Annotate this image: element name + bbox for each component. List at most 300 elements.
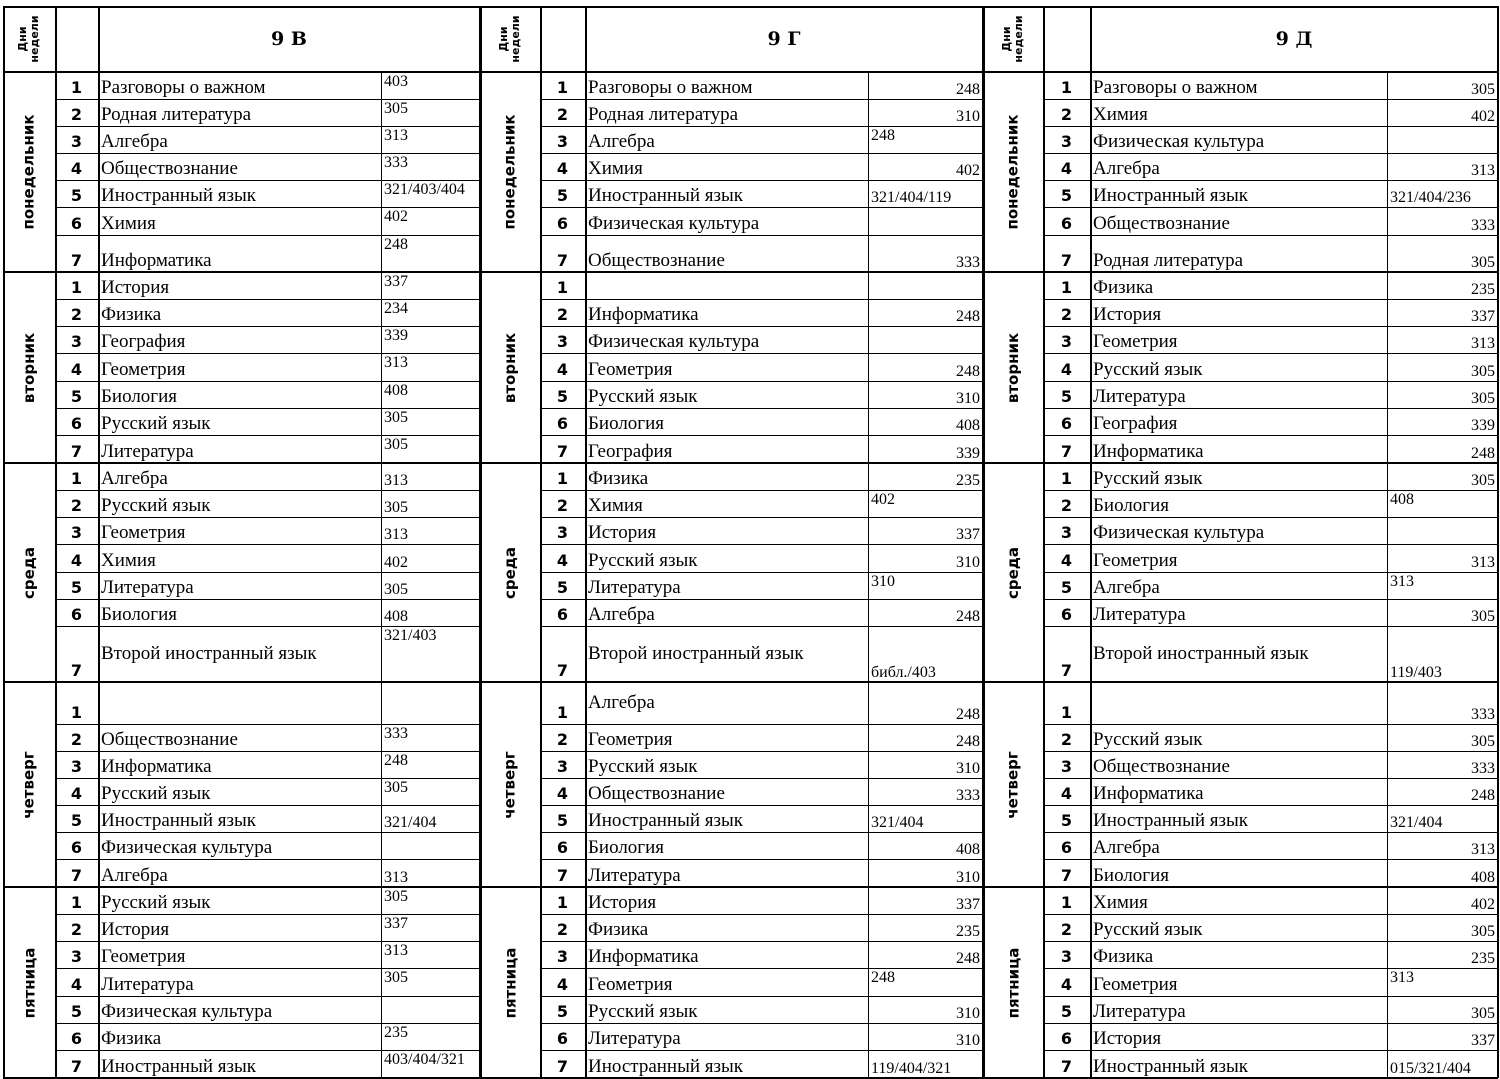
lesson-number: 4: [556, 551, 569, 570]
day-divider: [480, 462, 983, 464]
row-divider: [540, 1050, 983, 1051]
lesson-room: 321/404/236: [1390, 189, 1471, 206]
row-divider: [55, 599, 480, 600]
lesson-number: 4: [70, 975, 83, 994]
lesson-room: 305: [384, 499, 408, 516]
row-divider: [55, 1050, 480, 1051]
lesson-subject: Русский язык: [101, 413, 211, 434]
lesson-subject: Информатика: [1093, 783, 1204, 804]
lesson-number: 4: [1060, 360, 1073, 379]
lesson-subject: История: [1093, 1028, 1162, 1049]
row-divider: [540, 299, 983, 300]
row-divider: [55, 381, 480, 382]
lesson-room: 248: [956, 733, 980, 750]
row-divider: [540, 996, 983, 997]
lesson-number: 2: [1060, 496, 1073, 515]
lesson-subject: Информатика: [1093, 441, 1204, 462]
row-divider: [540, 832, 983, 833]
lesson-subject: История: [1093, 304, 1162, 325]
lesson-room: 408: [956, 417, 980, 434]
row-divider: [1043, 544, 1498, 545]
day-label: [983, 682, 1043, 887]
lesson-number: 5: [1060, 1002, 1073, 1021]
lesson-number: 3: [556, 332, 569, 351]
row-divider: [1043, 381, 1498, 382]
lesson-subject: Иностранный язык: [588, 185, 744, 206]
lesson-number: 3: [70, 523, 83, 542]
lesson-number: 1: [556, 278, 569, 297]
row-divider: [1043, 353, 1498, 354]
day-label: [3, 887, 55, 1078]
lesson-room: 305: [384, 888, 408, 905]
day-name: пятница: [501, 947, 519, 1018]
lesson-room: 119/403: [1390, 664, 1442, 681]
row-divider: [1043, 832, 1498, 833]
row-divider: [1043, 859, 1498, 860]
row-divider: [1043, 207, 1498, 208]
lesson-room: 305: [384, 436, 408, 453]
day-name: четверг: [1004, 750, 1022, 819]
lesson-room: 310: [956, 390, 980, 407]
lesson-subject: [1090, 682, 1387, 724]
col-divider: [381, 72, 382, 1078]
lesson-number: 4: [556, 975, 569, 994]
lesson-subject: Иностранный язык: [1093, 810, 1249, 831]
day-name: вторник: [501, 332, 520, 403]
lesson-number: 4: [70, 784, 83, 803]
lesson-room: 408: [1471, 869, 1495, 886]
lesson-number: 2: [1060, 305, 1073, 324]
lesson-room: 408: [956, 841, 980, 858]
lesson-room: 305: [1471, 390, 1495, 407]
day-divider: [983, 886, 1498, 888]
lesson-number: 5: [556, 811, 569, 830]
lesson-subject: Физика: [588, 468, 649, 489]
row-divider: [540, 1023, 983, 1024]
lesson-number: 3: [556, 757, 569, 776]
lesson-subject: Информатика: [101, 250, 212, 271]
lesson-room: 337: [956, 526, 980, 543]
lesson-room: 248: [871, 127, 895, 144]
lesson-subject: Русский язык: [1093, 729, 1203, 750]
lesson-room: 321/404: [871, 814, 924, 831]
lesson-subject: Физическая культура: [588, 331, 760, 352]
lesson-number: 3: [70, 947, 83, 966]
lesson-subject: Обществознание: [101, 158, 238, 179]
row-divider: [540, 805, 983, 806]
lesson-subject: Иностранный язык: [1093, 185, 1249, 206]
row-divider: [540, 751, 983, 752]
lesson-number: 5: [70, 1002, 83, 1021]
lesson-subject: Русский язык: [588, 756, 698, 777]
lesson-room: 339: [1471, 417, 1495, 434]
row-divider: [55, 968, 480, 969]
lesson-room: 305: [1471, 81, 1495, 98]
lesson-number: 4: [556, 784, 569, 803]
col-divider: [983, 6, 985, 1078]
lesson-subject: Алгебра: [101, 865, 168, 886]
lesson-number: 6: [70, 838, 83, 857]
lesson-room: 310: [956, 760, 980, 777]
lesson-number: 2: [70, 305, 83, 324]
lesson-number: 4: [1060, 159, 1073, 178]
lesson-room: 310: [956, 869, 980, 886]
lesson-number: 5: [70, 811, 83, 830]
row-divider: [55, 751, 480, 752]
day-label: [983, 72, 1043, 272]
row-divider: [55, 914, 480, 915]
days-of-week-header: [3, 6, 55, 72]
row-divider: [1043, 1050, 1498, 1051]
row-divider: [540, 153, 983, 154]
row-divider: [540, 180, 983, 181]
row-divider: [1043, 435, 1498, 436]
row-divider: [55, 353, 480, 354]
row-divider: [55, 1023, 480, 1024]
lesson-subject: Биология: [101, 604, 178, 625]
lesson-number: 3: [70, 332, 83, 351]
lesson-room: 305: [1471, 472, 1495, 489]
lesson-room: 402: [871, 491, 895, 508]
lesson-subject: Физика: [1093, 277, 1154, 298]
lesson-number: 4: [556, 159, 569, 178]
lesson-number: 3: [1060, 132, 1073, 151]
day-name: понедельник: [1004, 114, 1022, 230]
lesson-number: 4: [70, 360, 83, 379]
lesson-number: 6: [1060, 214, 1073, 233]
day-label: [480, 72, 540, 272]
lesson-number: 3: [70, 132, 83, 151]
row-divider: [55, 859, 480, 860]
lesson-number: 7: [70, 251, 83, 270]
lesson-number: 7: [1060, 251, 1073, 270]
lesson-number: 4: [556, 360, 569, 379]
lesson-subject: Русский язык: [588, 1001, 698, 1022]
lesson-room: 337: [384, 915, 408, 932]
day-label: [480, 272, 540, 463]
lesson-room: 235: [384, 1024, 408, 1041]
lesson-room: [381, 996, 480, 1023]
lesson-room: 313: [1471, 554, 1495, 571]
lesson-number: 6: [1060, 838, 1073, 857]
lesson-subject: Химия: [588, 158, 643, 179]
lesson-number: 2: [556, 730, 569, 749]
row-divider: [55, 544, 480, 545]
lesson-room: 402: [384, 208, 408, 225]
row-divider: [55, 207, 480, 208]
lesson-number: 5: [70, 186, 83, 205]
class-name-header: 9 Д: [1275, 28, 1313, 50]
lesson-subject: Информатика: [588, 304, 699, 325]
row-divider: [1043, 490, 1498, 491]
lesson-number: 7: [556, 251, 569, 270]
lesson-number: 6: [556, 214, 569, 233]
lesson-room: 305: [1471, 733, 1495, 750]
lesson-number: 5: [556, 578, 569, 597]
lesson-room: 248: [384, 236, 408, 253]
lesson-room: 313: [1471, 162, 1495, 179]
day-name: среда: [20, 546, 39, 599]
row-divider: [1043, 126, 1498, 127]
lesson-subject: Литература: [101, 974, 194, 995]
lesson-subject: География: [1093, 413, 1178, 434]
lesson-room: 339: [956, 445, 980, 462]
lesson-number: 3: [556, 132, 569, 151]
lesson-subject: История: [101, 277, 170, 298]
row-divider: [540, 99, 983, 100]
lesson-number: 7: [70, 1057, 83, 1076]
lesson-room: 313: [1471, 335, 1495, 352]
day-label: [983, 887, 1043, 1078]
lesson-room: 333: [1471, 760, 1495, 777]
row-divider: [540, 968, 983, 969]
lesson-subject: Русский язык: [101, 495, 211, 516]
row-divider: [1043, 299, 1498, 300]
day-name: среда: [1003, 546, 1022, 599]
col-divider: [868, 72, 869, 1078]
lesson-number: 2: [70, 920, 83, 939]
row-divider: [1043, 914, 1498, 915]
lesson-subject: Алгебра: [1093, 837, 1160, 858]
lesson-room: 119/404/321: [871, 1060, 952, 1077]
day-label: [480, 887, 540, 1078]
row-divider: [540, 572, 983, 573]
lesson-room: 310: [956, 1032, 980, 1049]
row-divider: [55, 490, 480, 491]
lesson-room: 408: [384, 382, 408, 399]
row-divider: [1043, 153, 1498, 154]
lesson-subject: [585, 272, 868, 299]
top-border: [3, 6, 1498, 8]
col-divider: [55, 6, 57, 1078]
lesson-subject: Иностранный язык: [101, 810, 257, 831]
lesson-number: 7: [1060, 1057, 1073, 1076]
lesson-number: 2: [1060, 730, 1073, 749]
lesson-number: 5: [1060, 186, 1073, 205]
day-label: [3, 682, 55, 887]
day-label: [983, 463, 1043, 682]
lesson-room: 235: [1471, 950, 1495, 967]
lesson-subject: Физическая культура: [101, 837, 273, 858]
lesson-subject: Алгебра: [1093, 158, 1160, 179]
lesson-subject: Литература: [588, 577, 681, 598]
day-label: [3, 272, 55, 463]
lesson-number: 1: [1060, 278, 1073, 297]
lesson-subject: Русский язык: [101, 783, 211, 804]
lesson-room: 402: [384, 554, 408, 571]
lesson-subject: Физическая культура: [1093, 522, 1265, 543]
lesson-room: 248: [956, 363, 980, 380]
class-name-header: 9 Г: [767, 28, 801, 50]
lesson-number: 4: [70, 551, 83, 570]
lesson-number: 1: [1060, 703, 1073, 722]
lesson-room: библ./403: [871, 664, 936, 681]
row-divider: [1043, 1023, 1498, 1024]
lesson-subject: История: [588, 522, 657, 543]
row-divider: [55, 153, 480, 154]
lesson-subject: Литература: [588, 1028, 681, 1049]
lesson-room: 313: [384, 472, 408, 489]
lesson-room: 313: [384, 354, 408, 371]
lesson-subject: Алгебра: [588, 604, 655, 625]
lesson-room: 333: [384, 725, 408, 742]
lesson-room: 305: [1471, 608, 1495, 625]
row-divider: [1043, 599, 1498, 600]
lesson-subject: Русский язык: [588, 386, 698, 407]
lesson-number: 2: [556, 920, 569, 939]
day-label: [3, 463, 55, 682]
lesson-room: 305: [1471, 363, 1495, 380]
row-divider: [55, 326, 480, 327]
row-divider: [55, 832, 480, 833]
lesson-room: 402: [1471, 896, 1495, 913]
lesson-room: 333: [956, 254, 980, 271]
lesson-number: 1: [70, 469, 83, 488]
lesson-number: 5: [556, 387, 569, 406]
day-divider: [3, 271, 480, 273]
lesson-subject: Обществознание: [1093, 213, 1230, 234]
lesson-number: 5: [1060, 578, 1073, 597]
row-divider: [1043, 408, 1498, 409]
lesson-room: [1387, 517, 1498, 544]
lesson-subject: Алгебра: [1093, 577, 1160, 598]
lesson-subject: Химия: [1093, 892, 1148, 913]
lesson-room: 321/404: [1390, 814, 1443, 831]
row-divider: [55, 180, 480, 181]
days-of-week-label: Дни недели: [16, 15, 41, 63]
lesson-number: 4: [70, 159, 83, 178]
lesson-subject: Физика: [101, 304, 162, 325]
lesson-number: 1: [1060, 78, 1073, 97]
lesson-room: 248: [956, 706, 980, 723]
lesson-number: 3: [1060, 757, 1073, 776]
lesson-subject: Литература: [1093, 386, 1186, 407]
lesson-room: [868, 326, 983, 353]
col-divider: [1090, 6, 1092, 1078]
lesson-room: [868, 207, 983, 235]
lesson-subject: Русский язык: [588, 550, 698, 571]
lesson-number: 6: [556, 414, 569, 433]
lesson-room: 248: [871, 969, 895, 986]
day-name: понедельник: [501, 114, 519, 230]
lesson-room: 321/403: [384, 627, 437, 644]
lesson-subject: Геометрия: [588, 974, 673, 995]
row-divider: [540, 435, 983, 436]
lesson-room: 310: [956, 554, 980, 571]
lesson-subject: Химия: [101, 213, 156, 234]
lesson-subject: Информатика: [101, 756, 212, 777]
day-divider: [480, 886, 983, 888]
row-divider: [55, 126, 480, 127]
lesson-subject: Геометрия: [101, 946, 186, 967]
lesson-subject: Химия: [101, 550, 156, 571]
lesson-room: 310: [871, 573, 895, 590]
row-divider: [55, 517, 480, 518]
lesson-subject: Иностранный язык: [588, 1056, 744, 1077]
lesson-room: 337: [384, 273, 408, 290]
day-name: понедельник: [20, 114, 38, 230]
lesson-number: 2: [556, 305, 569, 324]
lesson-number: 6: [1060, 605, 1073, 624]
lesson-number: 4: [1060, 975, 1073, 994]
row-divider: [55, 408, 480, 409]
col-divider: [540, 6, 542, 1078]
lesson-room: 248: [956, 308, 980, 325]
lesson-number: 3: [1060, 332, 1073, 351]
lesson-room: 235: [956, 472, 980, 489]
lesson-number: 6: [1060, 1029, 1073, 1048]
lesson-number: 7: [556, 661, 569, 680]
row-divider: [1043, 724, 1498, 725]
lesson-subject: Литература: [101, 441, 194, 462]
lesson-number: 1: [1060, 893, 1073, 912]
lesson-number: 5: [1060, 387, 1073, 406]
row-divider: [540, 599, 983, 600]
lesson-room: 305: [384, 779, 408, 796]
lesson-room: 402: [1471, 108, 1495, 125]
col-divider: [98, 6, 100, 1078]
lesson-room: 305: [384, 969, 408, 986]
lesson-room: 310: [956, 108, 980, 125]
row-divider: [540, 126, 983, 127]
lesson-subject: Второй иностранный язык: [101, 643, 317, 664]
lesson-number: 2: [556, 105, 569, 124]
lesson-subject: [98, 682, 381, 724]
lesson-room: 313: [1390, 969, 1414, 986]
lesson-room: 305: [384, 100, 408, 117]
lesson-subject: Родная литература: [588, 104, 739, 125]
lesson-room: 313: [384, 942, 408, 959]
row-divider: [55, 235, 480, 236]
row-divider: [1043, 778, 1498, 779]
lesson-room: 305: [1471, 1005, 1495, 1022]
lesson-subject: Биология: [588, 837, 665, 858]
lesson-number: 4: [1060, 551, 1073, 570]
lesson-subject: Обществознание: [101, 729, 238, 750]
lesson-number: 7: [1060, 661, 1073, 680]
lesson-number: 6: [70, 414, 83, 433]
lesson-number: 1: [556, 469, 569, 488]
lesson-subject: Русский язык: [1093, 919, 1203, 940]
lesson-room: 248: [956, 608, 980, 625]
lesson-subject: Физическая культура: [1093, 131, 1265, 152]
lesson-room: 248: [956, 81, 980, 98]
row-divider: [1043, 941, 1498, 942]
lesson-subject: Иностранный язык: [1093, 1056, 1249, 1077]
lesson-number: 1: [556, 703, 569, 722]
row-divider: [540, 517, 983, 518]
lesson-number: 6: [556, 838, 569, 857]
lesson-number: 1: [70, 703, 83, 722]
row-divider: [540, 490, 983, 491]
lesson-subject: Биология: [1093, 495, 1170, 516]
lesson-subject: Геометрия: [101, 359, 186, 380]
row-divider: [55, 805, 480, 806]
lesson-subject: Алгебра: [101, 131, 168, 152]
lesson-subject: Геометрия: [1093, 550, 1178, 571]
day-divider: [983, 271, 1498, 273]
lesson-subject: История: [588, 892, 657, 913]
lesson-subject: Геометрия: [1093, 331, 1178, 352]
lesson-room: 408: [384, 608, 408, 625]
lesson-number: 7: [556, 442, 569, 461]
lesson-number: 7: [556, 866, 569, 885]
lesson-room: 313: [1390, 573, 1414, 590]
lesson-subject: Биология: [1093, 865, 1170, 886]
lesson-room: 408: [1390, 491, 1414, 508]
day-divider: [480, 681, 983, 683]
row-divider: [55, 626, 480, 627]
